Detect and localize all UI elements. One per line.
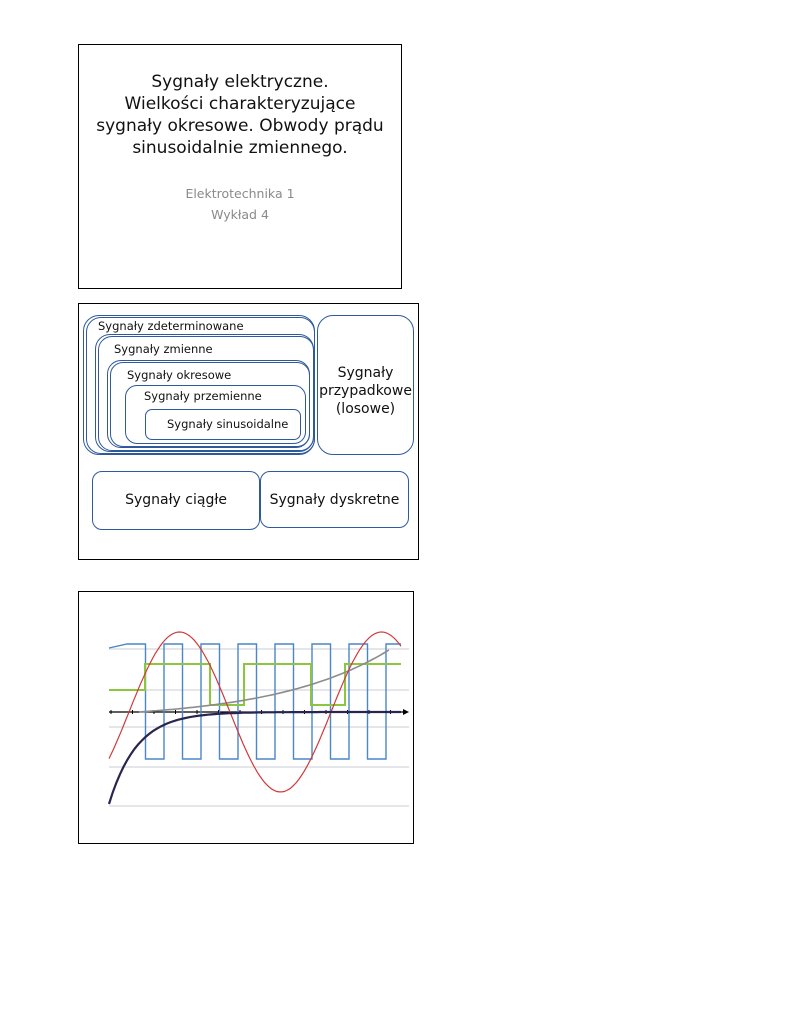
course-name: Elektrotechnika 1 [185,186,295,201]
axis-arrow [403,709,409,715]
slide-title [79,71,401,159]
periodic-label: Sygnały okresowe [127,368,232,382]
title-slide [78,44,402,289]
random-label-line: (losowe) [335,401,396,417]
lecture-number: Wykład 4 [211,207,269,222]
discrete-label: Sygnały dyskretne [269,492,400,508]
title-line: sygnały okresowe. Obwody prądu [96,116,384,136]
square-wave [109,644,401,759]
random-signals-box [317,315,414,455]
title-line: Wielkości charakteryzujące [124,94,356,114]
random-label [318,364,413,418]
random-label-line: Sygnały [337,365,394,381]
random-label-line: przypadkowe [319,383,412,399]
title-line: Sygnały elektryczne. [151,72,329,92]
slide-subtitle [79,183,401,225]
continuous-signals-box [92,471,260,530]
sinusoidal-label: Sygnały sinusoidalne [167,417,289,431]
classification-slide [78,303,419,560]
variable-label: Sygnały zmienne [114,342,213,356]
exp-decay-curve [109,712,401,804]
exp-growth-curve [139,650,389,712]
deterministic-label: Sygnały zdeterminowane [98,319,244,333]
discrete-signals-box [260,471,409,528]
sinusoidal-signals-box [145,409,301,440]
waveforms-figure [79,592,413,843]
alternating-label: Sygnały przemienne [144,389,262,403]
waveforms-slide [78,591,414,844]
title-line: sinusoidalnie zmiennego. [132,138,348,158]
continuous-label: Sygnały ciągłe [125,492,227,508]
